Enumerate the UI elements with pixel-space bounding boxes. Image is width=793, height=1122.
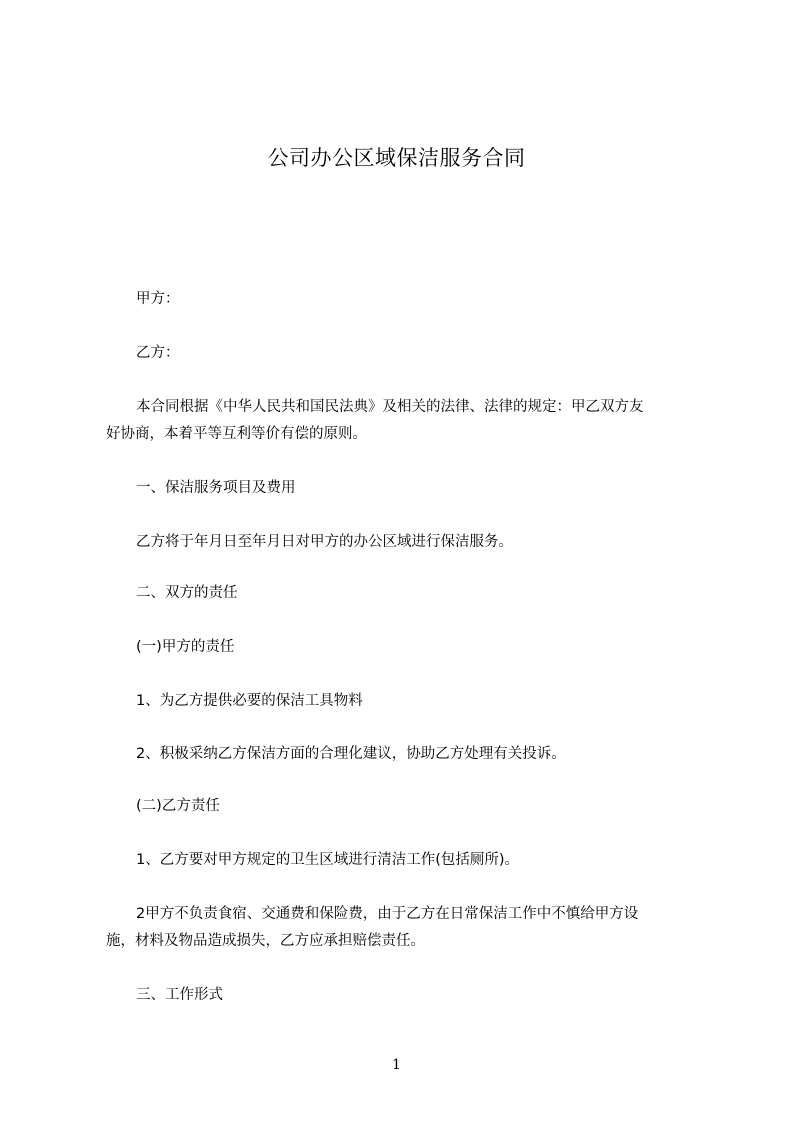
party-a-line: 甲方： [136,291,180,307]
section-2-heading: 二、双方的责任 [136,585,238,601]
page-number: 1 [392,1057,401,1073]
section-1-text: 乙方将于年月日至年月日对甲方的办公区域进行保洁服务。 [136,534,513,550]
subsection-b-item-2-line-1: 2甲方不负责食宿、交通费和保险费，由于乙方在日常保洁工作中不慎给甲方设 [136,906,639,922]
subsection-a-item-2: 2、积极采纳乙方保洁方面的合理化建议，协助乙方处理有关投诉。 [136,746,566,762]
subsection-a-heading: (一)甲方的责任 [136,639,235,655]
party-b-line: 乙方： [136,345,180,361]
subsection-b-item-2-line-2: 施，材料及物品造成损失，乙方应承担赔偿责任。 [106,933,425,949]
document-title: 公司办公区域保洁服务合同 [267,146,526,170]
subsection-a-item-1: 1、为乙方提供必要的保洁工具物料 [136,693,363,709]
subsection-b-item-1: 1、乙方要对甲方规定的卫生区域进行清洁工作(包括厕所)。 [136,852,520,868]
section-1-heading: 一、保洁服务项目及费用 [136,480,296,496]
section-3-heading: 三、工作形式 [136,987,223,1003]
intro-paragraph-line-2: 好协商，本着平等互利等价有偿的原则。 [106,426,367,442]
subsection-b-heading: (二)乙方责任 [136,798,220,814]
intro-paragraph-line-1: 本合同根据《中华人民共和国民法典》及相关的法律、法律的规定：甲乙双方友 [136,399,644,415]
